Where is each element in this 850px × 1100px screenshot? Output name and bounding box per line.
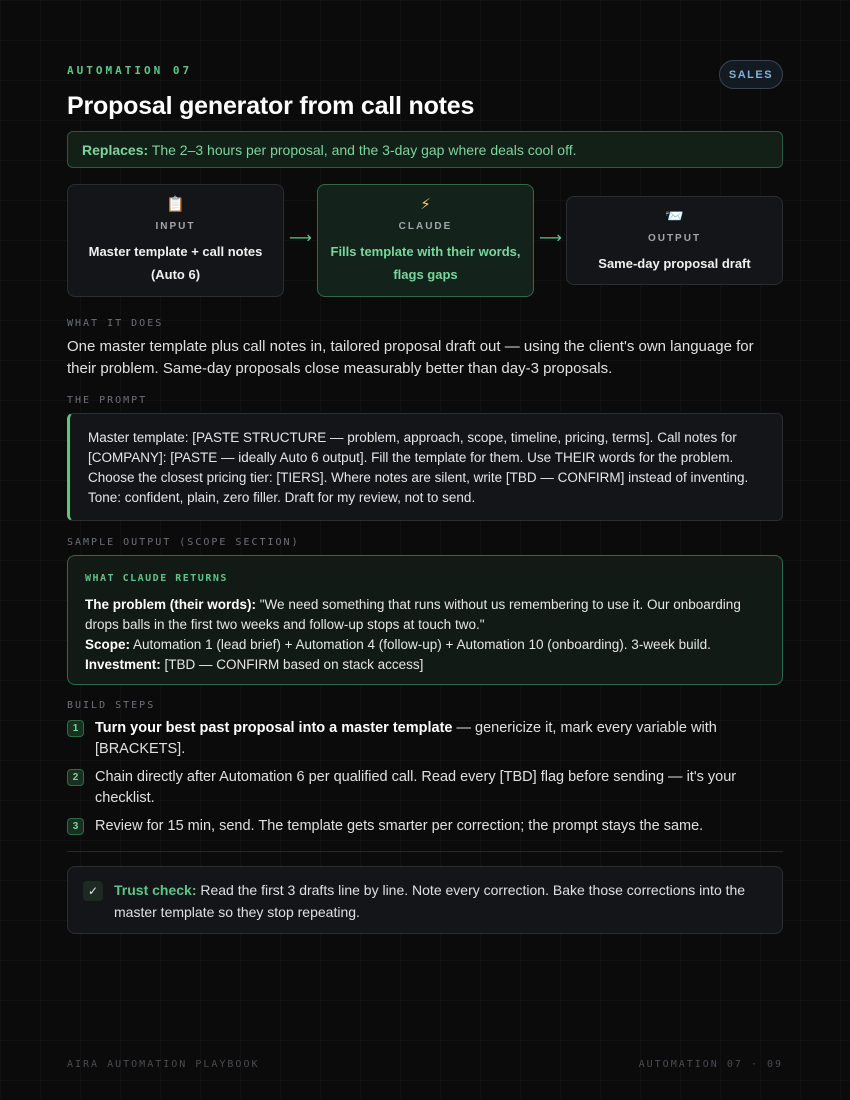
- sample-output-title: WHAT CLAUDE RETURNS: [85, 573, 228, 584]
- flow-arrow-icon: ⟶: [539, 230, 562, 247]
- flow-diagram: [67, 184, 783, 297]
- replaces-text: The 2–3 hours per proposal, and the 3-day gap where deals cool off.: [148, 142, 577, 158]
- replaces-callout: [67, 131, 783, 168]
- what-it-does-text: One master template plus call notes in, tailored proposal draft out — using the client's own language for their problem. Same-day proposals close measurably better than day-3 proposals.: [67, 338, 754, 377]
- step-text: Chain directly after Automation 6 per qualified call. Read every [TBD] flag before sending — it's your checklist.: [95, 769, 737, 806]
- flow-input-label: INPUT: [155, 221, 196, 232]
- list-item: [67, 718, 783, 760]
- list-item: [67, 767, 783, 809]
- footer-page-number: AUTOMATION 07 · 09: [638, 1059, 783, 1070]
- trust-check-label: Trust check:: [114, 882, 197, 898]
- category-badge: SALES: [719, 60, 783, 89]
- flow-card-output: [566, 196, 783, 285]
- build-steps-label: BUILD STEPS: [67, 700, 156, 711]
- sample-investment-label: Investment:: [85, 657, 161, 672]
- page-title: Proposal generator from call notes: [67, 92, 475, 120]
- lightning-icon: ⚡: [420, 196, 431, 213]
- sample-investment: [85, 655, 765, 675]
- sample-problem-label: The problem (their words):: [85, 597, 257, 612]
- step-number: 3: [67, 818, 84, 835]
- sample-problem-text: "We need something that runs without us remembering to use it. Our onboarding drops balls in the first two weeks and follow-up stops at touch two.": [85, 597, 741, 632]
- automation-eyebrow: AUTOMATION 07: [67, 64, 193, 77]
- build-steps-list: [67, 718, 783, 844]
- step-number: 2: [67, 769, 84, 786]
- flow-arrow-icon: ⟶: [289, 230, 312, 247]
- envelope-icon: 📨: [665, 207, 684, 225]
- sample-scope-label: Scope:: [85, 637, 131, 652]
- flow-input-text: Master template + call notes (Auto 6): [88, 244, 263, 282]
- prompt-text: Master template: [PASTE STRUCTURE — problem, approach, scope, timeline, pricing, terms]. Call notes for [COMPANY]: [PASTE — ideally Auto 6 output]. Fill the template for them. Use THEIR words for the problem. Choose the closest pricing tier: [TIERS]. Where notes are silent, write [TBD — CONFIRM] instead of inventing. Tone: confident, plain, zero filler. Draft for my review, not to send.: [88, 430, 749, 505]
- trust-check-text: Read the first 3 drafts line by line. Note every correction. Bake those corrections into the master template so they stop repeating.: [114, 882, 746, 920]
- sample-investment-text: [TBD — CONFIRM based on stack access]: [160, 657, 424, 672]
- what-it-does-label: WHAT IT DOES: [67, 318, 164, 329]
- flow-card-input: [67, 184, 284, 297]
- prompt-block: [67, 413, 783, 521]
- flow-claude-text: Fills template with their words, flags gaps: [330, 244, 521, 282]
- flow-output-text: Same-day proposal draft: [598, 255, 751, 271]
- flow-claude-label: CLAUDE: [398, 221, 453, 232]
- sample-scope-text: Automation 1 (lead brief) + Automation 4 (follow-up) + Automation 10 (onboarding). 3-week build.: [130, 637, 711, 652]
- checkmark-icon: ✓: [83, 881, 103, 901]
- sample-scope: [85, 635, 765, 655]
- list-item: [67, 816, 783, 837]
- trust-check-callout: [67, 866, 783, 934]
- prompt-label: THE PROMPT: [67, 395, 148, 406]
- step-number: 1: [67, 720, 84, 737]
- clipboard-icon: 📋: [166, 196, 185, 213]
- replaces-label: Replaces:: [82, 142, 149, 158]
- step-bold: Turn your best past proposal into a master template: [95, 720, 453, 736]
- sample-output-label: SAMPLE OUTPUT (SCOPE SECTION): [67, 537, 300, 548]
- step-text: — genericize it, mark every variable with [BRACKETS].: [95, 720, 717, 757]
- divider: [67, 851, 783, 852]
- step-text: Review for 15 min, send. The template gets smarter per correction; the prompt stays the same.: [95, 818, 704, 834]
- footer-playbook-title: AIRA AUTOMATION PLAYBOOK: [67, 1059, 260, 1070]
- sample-problem: [85, 595, 765, 635]
- sample-output-block: [67, 555, 783, 685]
- flow-output-label: OUTPUT: [647, 232, 702, 244]
- flow-card-claude: [317, 184, 534, 297]
